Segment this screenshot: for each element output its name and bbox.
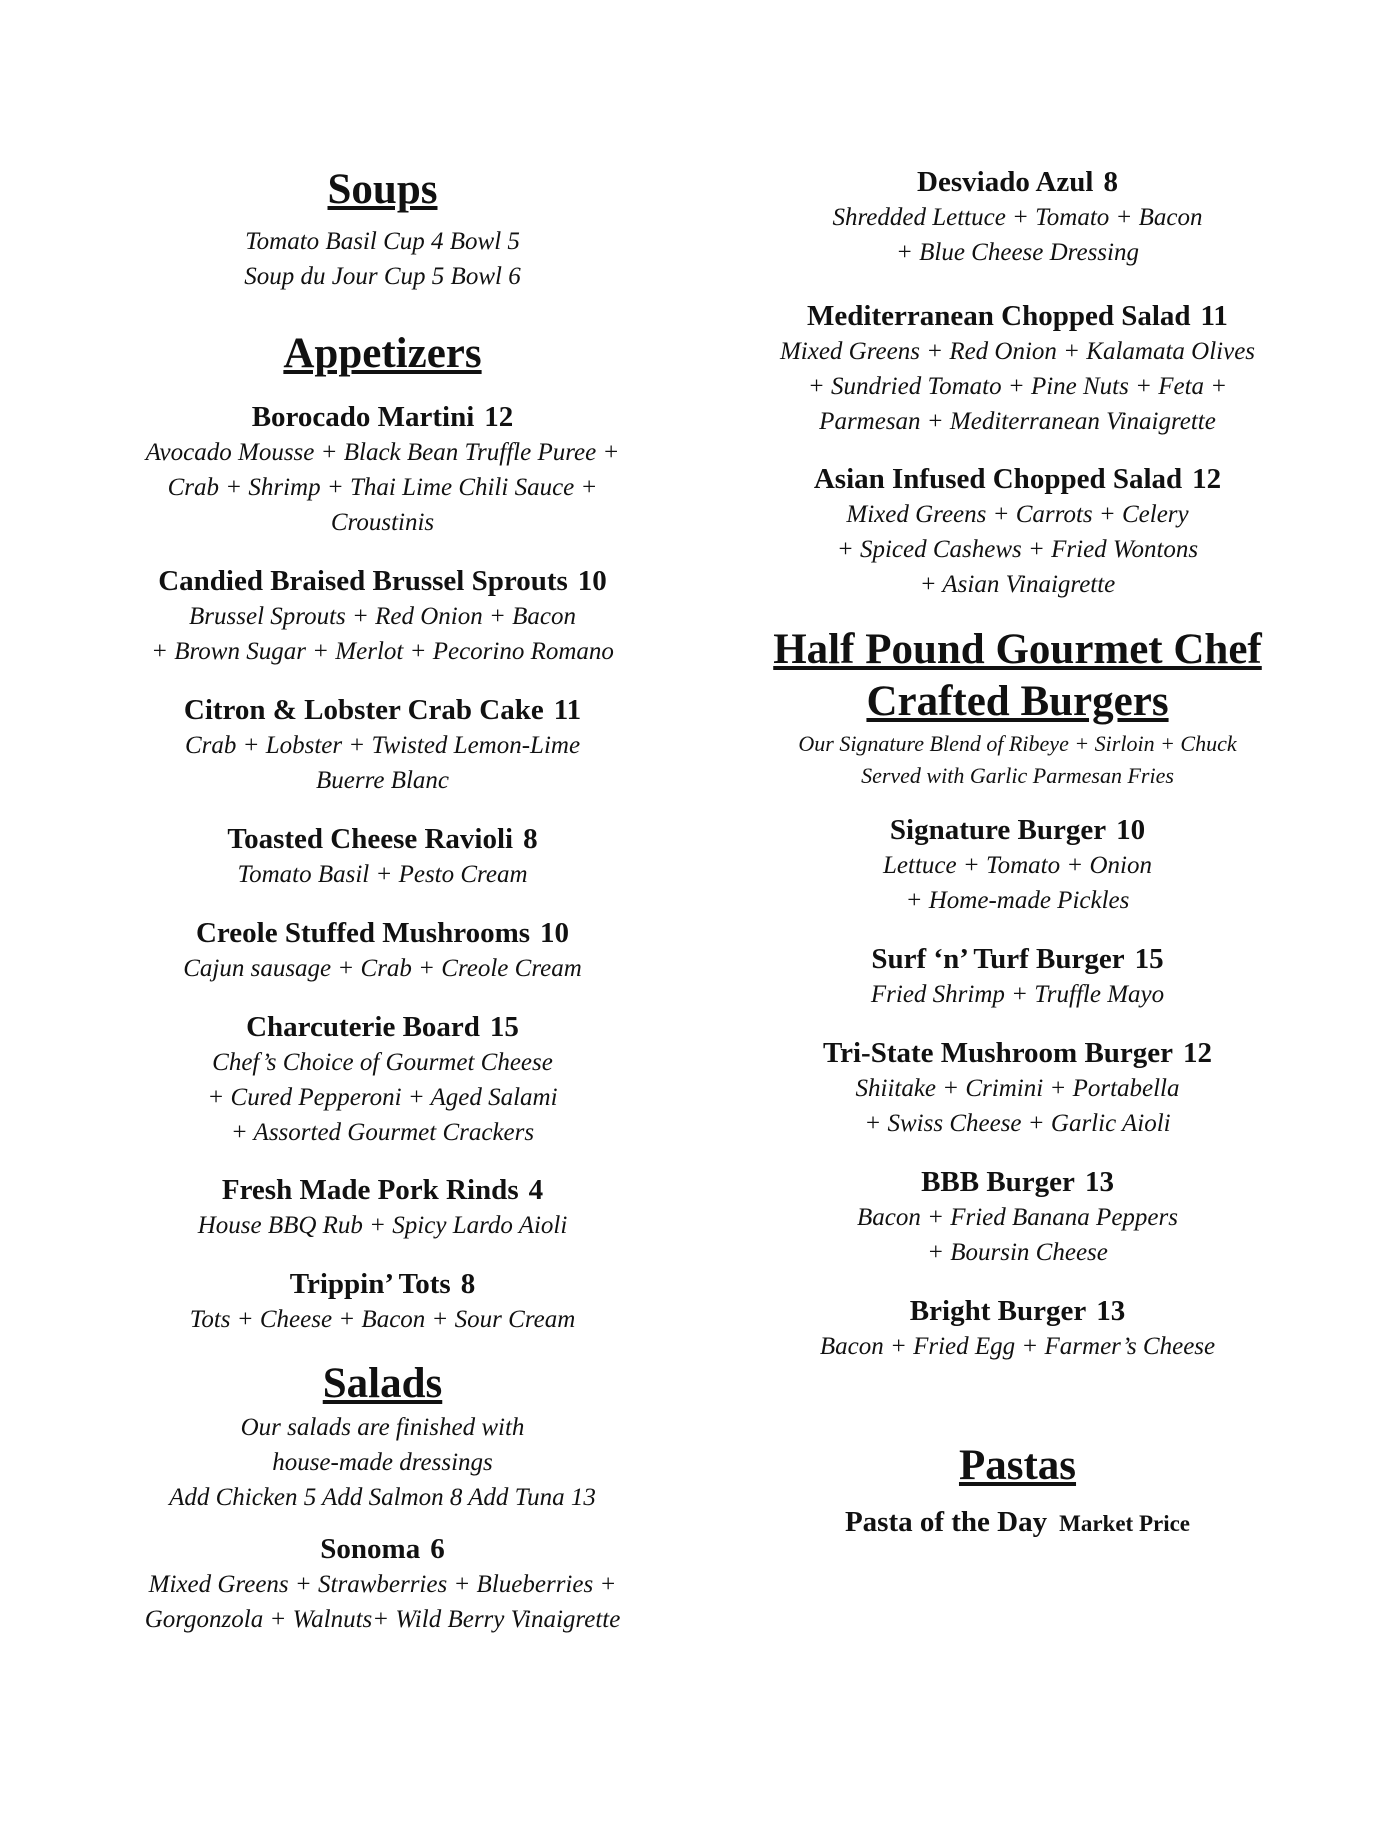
item-price: 8 bbox=[523, 823, 538, 855]
item-price: 12 bbox=[1192, 463, 1222, 495]
item-description: Avocado Mousse + Black Bean Truffle Puree + bbox=[145, 439, 620, 466]
soup-line: Soup du Jour Cup 5 Bowl 6 bbox=[244, 263, 521, 290]
item-description: Brussel Sprouts + Red Onion + Bacon bbox=[189, 603, 576, 630]
menu-item bbox=[100, 1266, 665, 1337]
item-name: Creole Stuffed Mushrooms bbox=[195, 917, 531, 949]
menu-item bbox=[730, 812, 1305, 918]
menu-item bbox=[730, 461, 1305, 602]
item-price: 15 bbox=[1134, 943, 1164, 975]
item-name: Tri-State Mushroom Burger bbox=[822, 1037, 1174, 1069]
item-price: 8 bbox=[460, 1268, 476, 1300]
item-description: + Home-made Pickles bbox=[905, 887, 1130, 914]
appetizers-heading: Appetizers bbox=[283, 330, 482, 377]
salads-heading: Salads bbox=[322, 1360, 443, 1407]
item-description: Mixed Greens + Strawberries + Blueberries + bbox=[148, 1571, 617, 1598]
soups-heading: Soups bbox=[327, 166, 438, 213]
item-name: Bright Burger bbox=[909, 1295, 1087, 1327]
item-price: 11 bbox=[553, 694, 582, 726]
item-description: Croustinis bbox=[330, 509, 435, 536]
pastas-section bbox=[730, 1440, 1305, 1542]
item-description: Fried Shrimp + Truffle Mayo bbox=[870, 981, 1165, 1008]
item-name: Borocado Martini bbox=[251, 401, 475, 433]
item-name: Asian Infused Chopped Salad bbox=[813, 463, 1183, 495]
item-price: 6 bbox=[430, 1533, 445, 1565]
item-name: Sonoma bbox=[320, 1533, 421, 1565]
salads-intro: Our salads are finished with bbox=[240, 1414, 525, 1441]
item-description: House BBQ Rub + Spicy Lardo Aioli bbox=[197, 1212, 568, 1239]
item-price: Market Price bbox=[1059, 1511, 1191, 1536]
menu-item bbox=[100, 1009, 665, 1150]
item-description: + Cured Pepperoni + Aged Salami bbox=[207, 1084, 558, 1111]
menu-item bbox=[100, 915, 665, 986]
item-description: + Swiss Cheese + Garlic Aioli bbox=[864, 1110, 1171, 1137]
item-description: + Asian Vinaigrette bbox=[919, 571, 1116, 598]
menu-item bbox=[730, 1035, 1305, 1141]
item-name: Mediterranean Chopped Salad bbox=[807, 300, 1191, 332]
menu-item bbox=[100, 563, 665, 669]
item-name: BBB Burger bbox=[921, 1166, 1075, 1198]
item-description: Gorgonzola + Walnuts+ Wild Berry Vinaigrette bbox=[144, 1606, 621, 1633]
salads-intro: house-made dressings bbox=[272, 1449, 493, 1476]
item-description: + Boursin Cheese bbox=[927, 1239, 1108, 1266]
item-description: Lettuce + Tomato + Onion bbox=[883, 852, 1152, 879]
item-price: 10 bbox=[577, 565, 607, 597]
item-name: Surf ‘n’ Turf Burger bbox=[871, 943, 1125, 975]
item-description: + Sundried Tomato + Pine Nuts + Feta + bbox=[807, 373, 1228, 400]
item-name: Citron & Lobster Crab Cake bbox=[183, 694, 544, 726]
item-description: Bacon + Fried Banana Peppers bbox=[857, 1204, 1178, 1231]
item-description: Cajun sausage + Crab + Creole Cream bbox=[183, 955, 582, 982]
menu-item bbox=[730, 1293, 1305, 1364]
menu-item bbox=[730, 941, 1305, 1012]
item-description: Buerre Blanc bbox=[315, 767, 450, 794]
item-price: 10 bbox=[540, 917, 570, 949]
burgers-intro: Our Signature Blend of Ribeye + Sirloin + Chuck bbox=[798, 731, 1237, 756]
item-price: 15 bbox=[489, 1011, 519, 1043]
item-description: Shredded Lettuce + Tomato + Bacon bbox=[832, 204, 1203, 231]
item-name: Trippin’ Tots bbox=[289, 1268, 451, 1300]
salads-section bbox=[100, 1358, 665, 1515]
menu-item bbox=[100, 399, 665, 540]
item-description: Bacon + Fried Egg + Farmer’s Cheese bbox=[819, 1333, 1216, 1360]
item-description: + Spiced Cashews + Fried Wontons bbox=[836, 536, 1199, 563]
menu-item bbox=[100, 821, 665, 892]
burgers-heading-line: Half Pound Gourmet Chef bbox=[773, 626, 1262, 673]
item-price: 12 bbox=[484, 401, 514, 433]
item-price: 4 bbox=[528, 1174, 544, 1206]
item-name: Signature Burger bbox=[889, 814, 1107, 846]
item-description: Chef’s Choice of Gourmet Cheese bbox=[212, 1049, 553, 1076]
item-description: Parmesan + Mediterranean Vinaigrette bbox=[819, 408, 1216, 435]
appetizers-heading-block bbox=[100, 328, 665, 380]
soups-section bbox=[100, 164, 665, 294]
menu-item bbox=[730, 298, 1305, 439]
item-price: 12 bbox=[1183, 1037, 1213, 1069]
item-description: Mixed Greens + Carrots + Celery bbox=[846, 501, 1189, 528]
item-name: Desviado Azul bbox=[917, 166, 1094, 198]
pastas-heading: Pastas bbox=[958, 1442, 1077, 1489]
item-name: Toasted Cheese Ravioli bbox=[227, 823, 514, 855]
item-description: Shiitake + Crimini + Portabella bbox=[855, 1075, 1180, 1102]
salads-intro: Add Chicken 5 Add Salmon 8 Add Tuna 13 bbox=[169, 1484, 596, 1511]
item-price: 11 bbox=[1200, 300, 1228, 332]
item-price: 13 bbox=[1084, 1166, 1114, 1198]
item-name: Charcuterie Board bbox=[246, 1011, 480, 1043]
menu-item bbox=[100, 1531, 665, 1637]
item-name: Pasta of the Day bbox=[844, 1506, 1048, 1538]
item-description: Mixed Greens + Red Onion + Kalamata Olives bbox=[779, 338, 1256, 365]
menu-item bbox=[730, 164, 1305, 270]
item-price: 13 bbox=[1096, 1295, 1126, 1327]
item-description: + Assorted Gourmet Crackers bbox=[230, 1119, 535, 1146]
burgers-heading-line: Crafted Burgers bbox=[866, 678, 1169, 725]
burgers-intro: Served with Garlic Parmesan Fries bbox=[861, 763, 1174, 788]
burgers-section bbox=[730, 624, 1305, 792]
item-description: + Blue Cheese Dressing bbox=[896, 239, 1139, 266]
item-description: Crab + Shrimp + Thai Lime Chili Sauce + bbox=[167, 474, 598, 501]
item-name: Candied Braised Brussel Sprouts bbox=[158, 565, 568, 597]
item-description: Crab + Lobster + Twisted Lemon-Lime bbox=[184, 732, 581, 759]
menu-item bbox=[730, 1164, 1305, 1270]
soup-line: Tomato Basil Cup 4 Bowl 5 bbox=[245, 228, 520, 255]
menu-item bbox=[100, 692, 665, 798]
item-price: 8 bbox=[1103, 166, 1118, 198]
item-price: 10 bbox=[1116, 814, 1146, 846]
menu-item bbox=[100, 1172, 665, 1243]
burgers-heading bbox=[730, 624, 1305, 728]
item-description: Tots + Cheese + Bacon + Sour Cream bbox=[189, 1306, 576, 1333]
item-description: Tomato Basil + Pesto Cream bbox=[237, 861, 528, 888]
item-name: Fresh Made Pork Rinds bbox=[221, 1174, 519, 1206]
item-description: + Brown Sugar + Merlot + Pecorino Romano bbox=[151, 638, 614, 665]
